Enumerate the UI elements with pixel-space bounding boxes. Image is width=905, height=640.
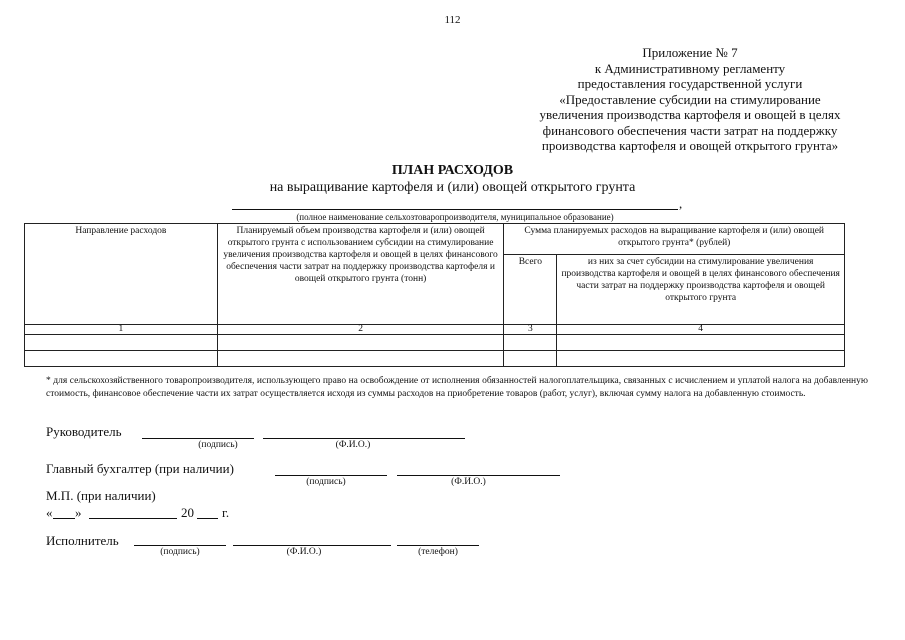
head-signature-caption: (подпись) bbox=[198, 440, 238, 450]
header-planned-volume: Планируемый объем производства картофеля и (или) овощей открытого грунта с использованием субсидии на стимулирование увеличения производства картофеля и овощей в целях финансового обеспечения части затрат на поддержку производства картофеля и овощей открытого грунта (тонн) bbox=[217, 224, 504, 325]
executor-name-line[interactable] bbox=[233, 545, 391, 546]
stamp-label: М.П. (при наличии) bbox=[46, 488, 156, 503]
header-expense-direction: Направление расходов bbox=[25, 224, 218, 325]
appendix-line: предоставления государственной услуги bbox=[577, 76, 803, 91]
table-number-row bbox=[25, 325, 845, 335]
appendix-line: «Предоставление субсидии на стимулирование bbox=[559, 91, 821, 107]
footnote: * для сельскохозяйственного товаропроизводителя, использующего право на освобождение от исполнения обязанностей налогоплательщика, связанных с исчислением и уплатой налога на добавленную стоимость, финансовое обеспечение части их затрат осуществляется исходя из суммы расходов на приобретение товаров (работ, услуг), включая сумму налога на добавленную стоимость. bbox=[46, 376, 868, 399]
head-signature-line[interactable] bbox=[142, 438, 254, 439]
appendix-header bbox=[480, 45, 900, 154]
head-name-line[interactable] bbox=[263, 438, 465, 439]
executor-label: Исполнитель bbox=[46, 533, 119, 548]
table-cell[interactable] bbox=[504, 335, 557, 351]
executor-name-caption: (Ф.И.О.) bbox=[286, 547, 322, 557]
page-number: 112 bbox=[444, 14, 461, 26]
column-number: 1 bbox=[25, 325, 218, 335]
accountant-signature-line[interactable] bbox=[275, 475, 387, 476]
table-cell[interactable] bbox=[504, 351, 557, 367]
accountant-name-line[interactable] bbox=[397, 475, 560, 476]
table-cell[interactable] bbox=[557, 335, 845, 351]
table-cell[interactable] bbox=[217, 335, 504, 351]
executor-phone-caption: (телефон) bbox=[418, 547, 458, 557]
executor-signature-line[interactable] bbox=[134, 545, 226, 546]
producer-name-comma: , bbox=[679, 196, 683, 211]
header-subsidy-part: из них за счет субсидии на стимулирование увеличения производства картофеля и овощей в целях финансового обеспечения части затрат на поддержку производства картофеля и овощей открытого грунта bbox=[557, 255, 845, 325]
table-cell[interactable] bbox=[217, 351, 504, 367]
column-number: 3 bbox=[504, 325, 557, 335]
date-close-quote: » bbox=[75, 505, 82, 520]
expense-plan-table bbox=[24, 223, 845, 367]
header-total: Всего bbox=[504, 255, 557, 325]
appendix-line: увеличения производства картофеля и овощей в целях bbox=[539, 107, 841, 122]
table-cell[interactable] bbox=[25, 351, 218, 367]
accountant-name-caption: (Ф.И.О.) bbox=[451, 477, 486, 487]
table-row bbox=[25, 335, 845, 351]
appendix-line: производства картофеля и овощей открытого грунта» bbox=[541, 138, 839, 153]
date-year-prefix: 20 bbox=[181, 505, 194, 520]
appendix-line: финансового обеспечения части затрат на поддержку bbox=[542, 122, 838, 138]
appendix-line: Приложение № 7 bbox=[642, 45, 738, 60]
date-month-line[interactable] bbox=[89, 518, 177, 519]
appendix-line: к Административному регламенту bbox=[594, 60, 786, 76]
column-number: 2 bbox=[217, 325, 504, 335]
accountant-label: Главный бухгалтер (при наличии) bbox=[46, 461, 234, 476]
column-number: 4 bbox=[557, 325, 845, 335]
accountant-signature-caption: (подпись) bbox=[306, 477, 346, 487]
table-header-row bbox=[25, 224, 845, 255]
head-label: Руководитель bbox=[46, 424, 122, 439]
document-subtitle: на выращивание картофеля и (или) овощей открытого грунта bbox=[269, 180, 636, 195]
header-planned-sum: Сумма планируемых расходов на выращивание картофеля и (или) овощей открытого грунта* (рублей) bbox=[504, 224, 845, 255]
date-year-suffix: г. bbox=[222, 505, 230, 520]
date-year-line[interactable] bbox=[197, 518, 218, 519]
table-row bbox=[25, 351, 845, 367]
date-day-line[interactable] bbox=[53, 518, 75, 519]
table-cell[interactable] bbox=[25, 335, 218, 351]
date-open-quote: « bbox=[46, 505, 53, 520]
producer-name-caption: (полное наименование сельхозтоваропроизводителя, муниципальное образование) bbox=[296, 212, 614, 222]
executor-phone-line[interactable] bbox=[397, 545, 479, 546]
executor-signature-caption: (подпись) bbox=[160, 547, 200, 557]
document-title: ПЛАН РАСХОДОВ bbox=[391, 163, 514, 178]
head-name-caption: (Ф.И.О.) bbox=[335, 440, 371, 450]
table-cell[interactable] bbox=[557, 351, 845, 367]
producer-name-field[interactable] bbox=[232, 209, 678, 210]
